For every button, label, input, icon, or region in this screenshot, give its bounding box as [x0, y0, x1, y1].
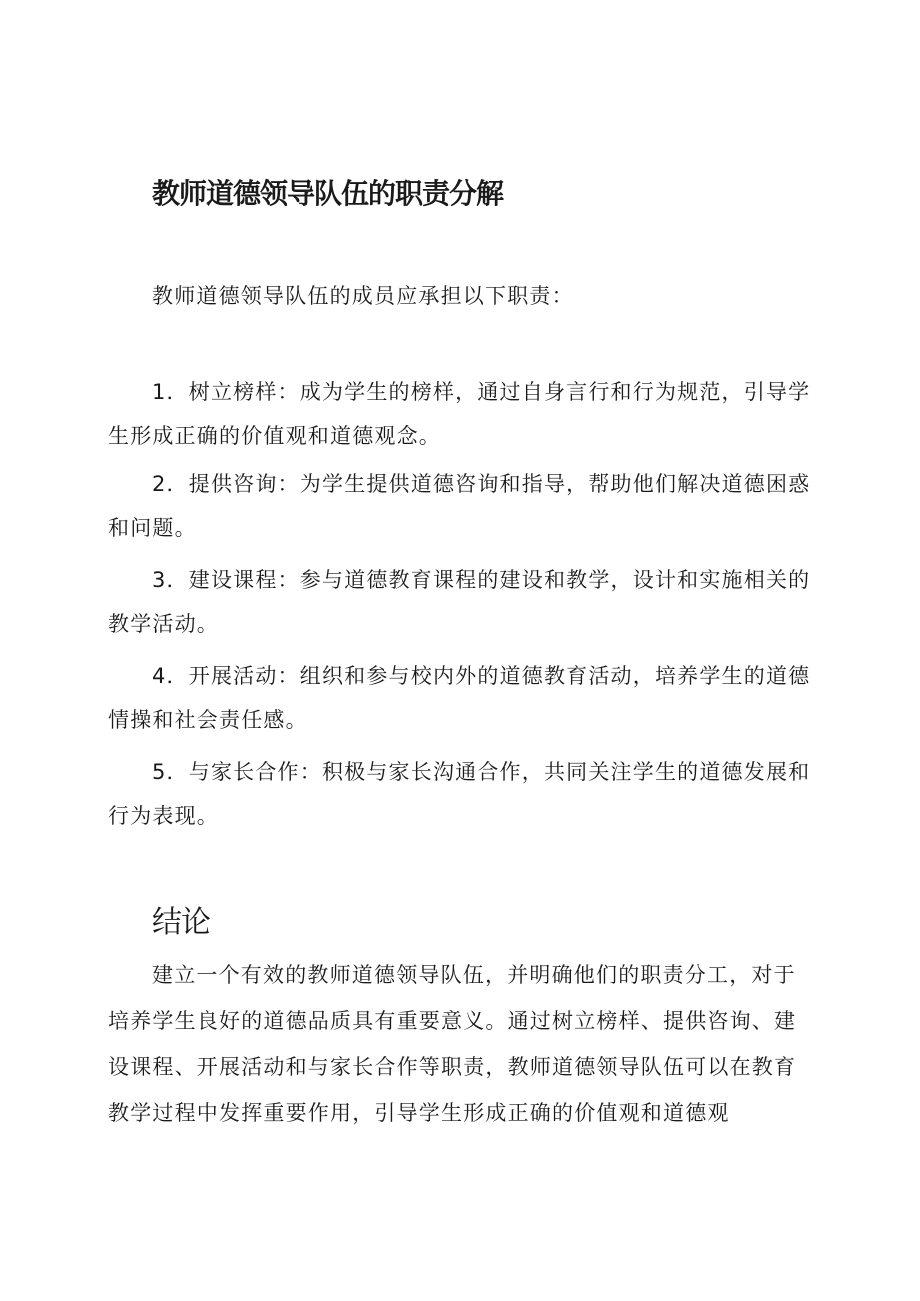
- list-item: 1．树立榜样：成为学生的榜样，通过自身言行和行为规范，引导学生形成正确的价值观和道德观念。: [108, 380, 811, 448]
- conclusion-paragraph: 建立一个有效的教师道德领导队伍，并明确他们的职责分工，对于培养学生良好的道德品质具有重要意义。通过树立榜样、提供咨询、建设课程、开展活动和与家长合作等职责，教师道德领导队伍可以在教育教学过程中发挥重要作用，引导学生形成正确的价值观和道德观: [108, 963, 797, 1125]
- section-heading: 教师道德领导队伍的职责分解: [152, 177, 504, 210]
- intro-paragraph: 教师道德领导队伍的成员应承担以下职责：: [152, 284, 574, 308]
- list-item: 4．开展活动：组织和参与校内外的道德教育活动，培养学生的道德情操和社会责任感。: [108, 664, 811, 732]
- list-item: 5．与家长合作：积极与家长沟通合作，共同关注学生的道德发展和行为表现。: [108, 760, 811, 828]
- conclusion-heading: 结论: [152, 905, 210, 940]
- list-item: 3．建设课程：参与道德教育课程的建设和教学，设计和实施相关的教学活动。: [108, 568, 811, 636]
- list-item: 2．提供咨询：为学生提供道德咨询和指导，帮助他们解决道德困惑和问题。: [108, 472, 811, 540]
